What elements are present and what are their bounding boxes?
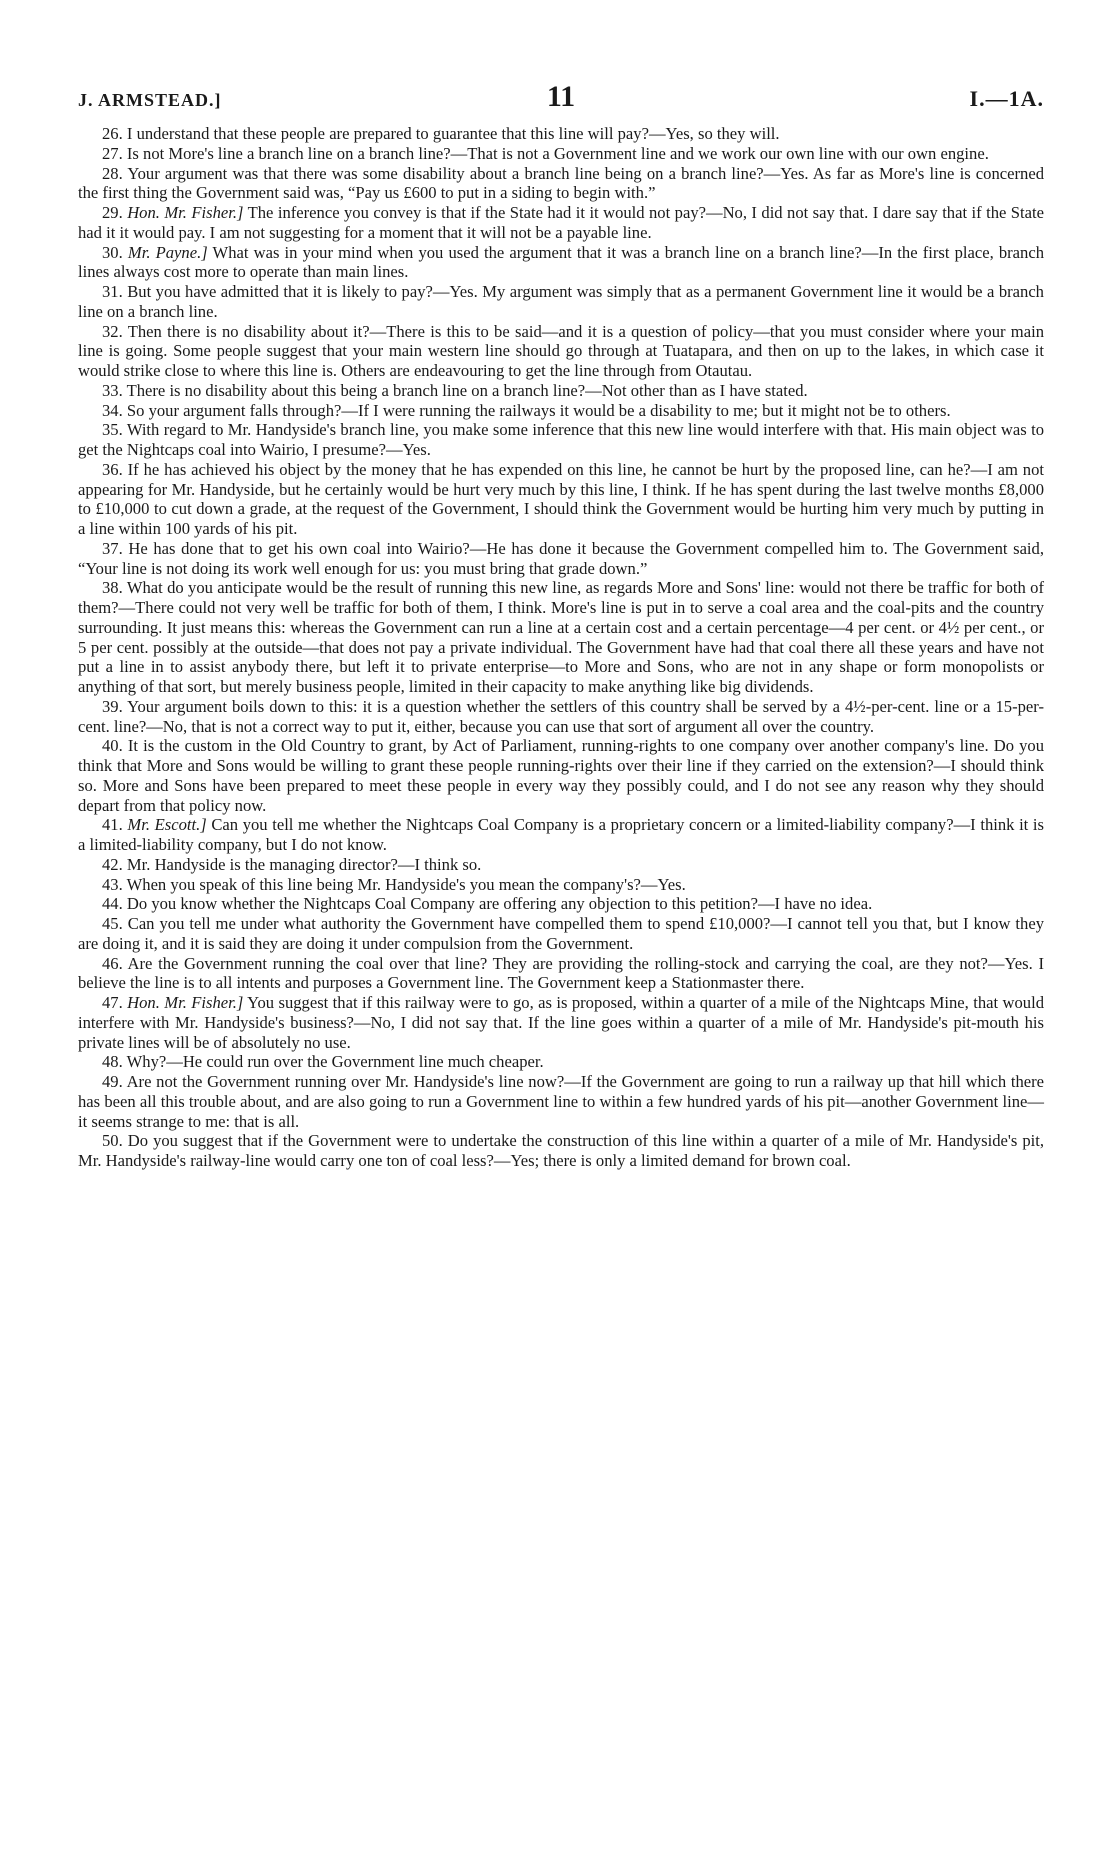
question-answer-paragraph bbox=[78, 993, 1044, 1052]
question-number: 43. bbox=[102, 874, 123, 894]
document-reference: I.—1A. bbox=[969, 86, 1044, 111]
page-number: 11 bbox=[546, 80, 576, 113]
question-number: 31. bbox=[102, 282, 123, 301]
question-number: 36. bbox=[102, 459, 123, 479]
question-number: 41. bbox=[102, 815, 123, 835]
question-number: 32. bbox=[102, 321, 123, 341]
question-answer-paragraph bbox=[78, 282, 1044, 322]
question-number: 46. bbox=[102, 953, 123, 973]
question-answer-paragraph bbox=[78, 875, 1044, 895]
question-answer-text: Your argument was that there was some disability about a branch line being on a branch line?—Yes. As far as More's line is concerned the first thing the Government said was, “Pay us £600 to put in a siding to begin with.” bbox=[78, 163, 1044, 203]
question-answer-paragraph bbox=[78, 894, 1044, 914]
question-number: 33. bbox=[102, 380, 123, 400]
question-answer-text: What was in your mind when you used the argument that it was a branch line on a branch line?—In the first place, branch lines always cost more to operate than main lines. bbox=[78, 242, 1044, 282]
document-page bbox=[78, 78, 1044, 1171]
speaker-label: Hon. Mr. Fisher.] bbox=[127, 993, 244, 1012]
question-number: 26. bbox=[102, 124, 123, 143]
question-answer-paragraph bbox=[78, 203, 1044, 243]
question-answer-paragraph bbox=[78, 124, 1044, 144]
question-answer-text: Can you tell me under what authority the Government have compelled them to spend £10,000?—I cannot tell you that, but I know they are doing it, and it is said they are doing it under compulsion from the Government. bbox=[78, 914, 1044, 953]
question-number: 37. bbox=[102, 538, 123, 558]
question-answer-paragraph bbox=[78, 420, 1044, 460]
question-answer-text: You suggest that if this railway were to go, as is proposed, within a quarter of a mile of the Nightcaps Mine, that would interfere with Mr. Handyside's business?—No, I did not say that. If the line goes within a quarter of a mile of Mr. Handyside's pit-mouth his private lines will be of absolutely no use. bbox=[78, 993, 1044, 1052]
question-number: 49. bbox=[102, 1072, 123, 1091]
page-header bbox=[78, 78, 1044, 118]
question-answer-text: It is the custom in the Old Country to grant, by Act of Parliament, running-rights to one company over another company's line. Do you think that More and Sons would be willing to grant these people running-rights over their line if they carried on the extension?—I should think so. More and Sons have been prepared to meet these people in every way they possibly could, and I do not see any reason why they should depart from that policy now. bbox=[78, 736, 1045, 815]
question-answer-paragraph bbox=[78, 1072, 1044, 1131]
question-answer-text: So your argument falls through?—If I were running the railways it would be a disability to me; but it might not be to others. bbox=[126, 400, 951, 420]
question-answer-text: Why?—He could run over the Government line much cheaper. bbox=[126, 1052, 544, 1072]
question-number: 38. bbox=[102, 578, 123, 598]
question-number: 30. bbox=[102, 242, 123, 262]
question-answer-paragraph bbox=[78, 815, 1044, 855]
question-answer-text: Your argument boils down to this: it is a question whether the settlers of this country shall be served by a 4½-per-cent. line or a 15-per-cent. line?—No, that is not a correct way to put it, either, because you can use that sort of argument all over the country. bbox=[78, 696, 1044, 736]
question-answer-text: When you speak of this line being Mr. Handyside's you mean the company's?—Yes. bbox=[126, 874, 686, 894]
question-answer-paragraph bbox=[78, 914, 1044, 954]
question-answer-paragraph bbox=[78, 1052, 1044, 1072]
question-answer-paragraph bbox=[78, 322, 1044, 381]
question-number: 27. bbox=[102, 143, 123, 163]
question-number: 42. bbox=[102, 854, 123, 874]
question-number: 29. bbox=[102, 203, 123, 222]
question-answer-text: Mr. Handyside is the managing director?—I think so. bbox=[126, 854, 482, 874]
question-answer-paragraph bbox=[78, 736, 1044, 815]
question-answer-text: But you have admitted that it is likely to pay?—Yes. My argument was simply that as a permanent Government line it would be a branch line on a branch line. bbox=[78, 282, 1044, 321]
question-answer-paragraph bbox=[78, 381, 1044, 401]
question-answer-text: He has done that to get his own coal into Wairio?—He has done it because the Government compelled him to. The Government said, “Your line is not doing its work well enough for us: you must bring that grade down.” bbox=[78, 538, 1044, 578]
question-number: 34. bbox=[102, 400, 123, 420]
question-answer-text: With regard to Mr. Handyside's branch line, you make some inference that this new line would interfere with that. His main object was to get the Nightcaps coal into Wairio, I presume?—Yes. bbox=[78, 420, 1044, 459]
question-answer-text: I understand that these people are prepared to guarantee that this line will pay?—Yes, so they will. bbox=[126, 124, 780, 143]
question-number: 50. bbox=[102, 1131, 123, 1151]
question-answer-paragraph bbox=[78, 401, 1044, 421]
speaker-label: Mr. Payne.] bbox=[127, 242, 208, 262]
question-number: 45. bbox=[102, 914, 123, 933]
question-number: 44. bbox=[102, 894, 123, 914]
speaker-label: Mr. Escott.] bbox=[127, 815, 207, 835]
question-number: 39. bbox=[102, 696, 123, 716]
question-answer-paragraph bbox=[78, 243, 1044, 283]
testimony-body bbox=[78, 124, 1044, 1171]
question-answer-text: There is no disability about this being a branch line on a branch line?—Not other than as I have stated. bbox=[126, 380, 808, 400]
question-answer-text: Then there is no disability about it?—There is this to be said—and it is a question of policy—that you must consider where your main line is going. Some people suggest that your main western line should go through at Tuatapara, and then on up to the lakes, in which case it would strike close to where this line is. Others are endeavouring to get the line through from Otautau. bbox=[78, 321, 1044, 380]
question-number: 35. bbox=[102, 420, 123, 440]
question-answer-paragraph bbox=[78, 697, 1044, 737]
question-answer-paragraph bbox=[78, 578, 1044, 697]
question-answer-text: The inference you convey is that if the State had it it would not pay?—No, I did not say that. I dare say that if the State had it it would pay. I am not suggesting for a moment that it will not be a payable line. bbox=[78, 203, 1044, 242]
question-answer-paragraph bbox=[78, 144, 1044, 164]
question-answer-paragraph bbox=[78, 1131, 1044, 1171]
question-answer-paragraph bbox=[78, 539, 1044, 579]
witness-name: J. ARMSTEAD.] bbox=[78, 90, 222, 110]
question-answer-paragraph bbox=[78, 954, 1044, 994]
question-answer-paragraph bbox=[78, 460, 1044, 539]
question-answer-text: Are not the Government running over Mr. Handyside's line now?—If the Government are going to run a railway up that hill which there has been all this trouble about, and are also going to run a Government line to within a few hundred yards of his pit—another Government line—it seems strange to me: that is all. bbox=[78, 1072, 1044, 1131]
question-answer-text: What do you anticipate would be the result of running this new line, as regards More and Sons' line: would not there be traffic for both of them?—There could not very well be traffic for both of them, I think. More's line is put in to serve a coal area and the coal-pits and the country surrounding. It just means this: whereas the Government can run a line at a certain cost and a certain percentage—4 per cent. or 4½ per cent., or 5 per cent. possibly at the outside—that does not pay a private individual. The Government have had that coal there all these years and have not put a line in to assist anybody there, but left it to private enterprise—to More and Sons, who are not in any shape or form monopolists or anything of that sort, but merely business people, limited in their capacity to make anything like big dividends. bbox=[78, 578, 1044, 696]
question-answer-paragraph bbox=[78, 164, 1044, 204]
question-number: 40. bbox=[102, 736, 123, 756]
question-answer-text: Do you suggest that if the Government were to undertake the construction of this line within a quarter of a mile of Mr. Handyside's pit, Mr. Handyside's railway-line would carry one ton of coal less?—Yes; there is only a limited demand for brown coal. bbox=[78, 1131, 1044, 1170]
question-answer-paragraph bbox=[78, 855, 1044, 875]
question-number: 48. bbox=[102, 1052, 123, 1072]
question-answer-text: Is not More's line a branch line on a branch line?—That is not a Government line and we work our own line with our own engine. bbox=[126, 143, 989, 163]
speaker-label: Hon. Mr. Fisher.] bbox=[127, 203, 244, 222]
question-answer-text: Can you tell me whether the Nightcaps Coal Company is a proprietary concern or a limited-liability company?—I think it is a limited-liability company, but I do not know. bbox=[78, 815, 1044, 854]
question-answer-text: Do you know whether the Nightcaps Coal Company are offering any objection to this petition?—I have no idea. bbox=[126, 894, 873, 914]
question-number: 47. bbox=[102, 993, 123, 1012]
question-answer-text: Are the Government running the coal over that line? They are providing the rolling-stock and carrying the coal, are they not?—Yes. I believe the line is to all intents and purposes a Government line. The Government keep a Stationmaster there. bbox=[78, 953, 1044, 993]
question-answer-text: If he has achieved his object by the money that he has expended on this line, he cannot be hurt by the proposed line, can he?—I am not appearing for Mr. Handyside, but he certainly would be hurt very much by this line, I think. If he has spent during the last twelve months £8,000 to £10,000 to cut down a grade, at the request of the Government, I should think the Government would be hurting him very much by putting in a line within 100 yards of his pit. bbox=[78, 459, 1045, 538]
question-number: 28. bbox=[102, 163, 123, 183]
